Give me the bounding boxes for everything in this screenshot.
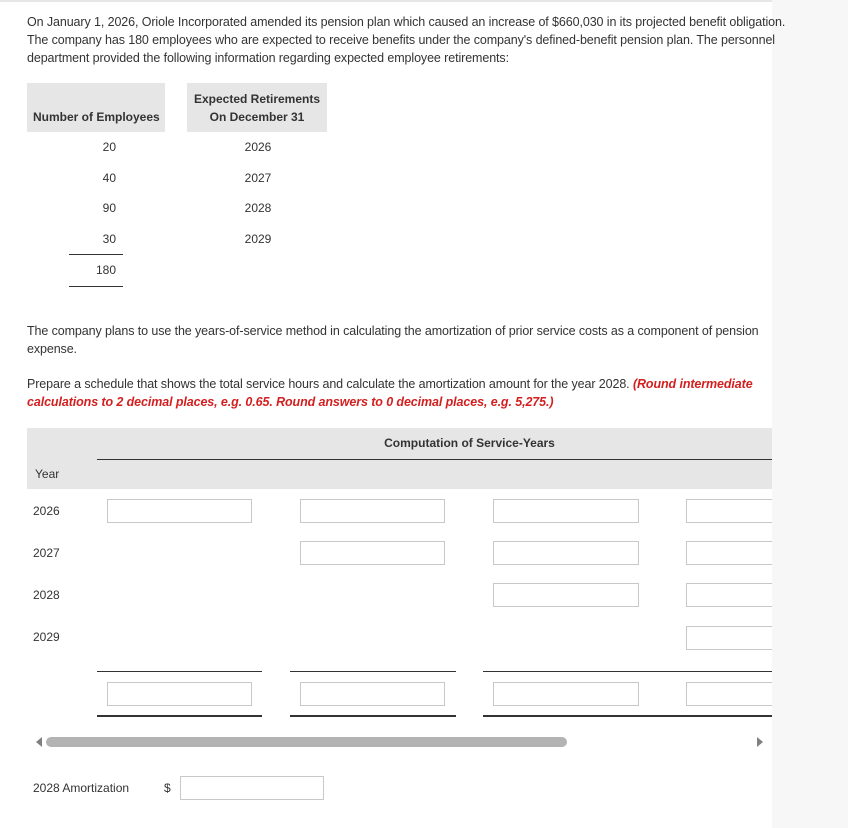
retirement-year-cell: 2026 — [244, 140, 272, 154]
total-col1-input[interactable] — [107, 682, 252, 706]
retirement-year-cell: 2027 — [244, 171, 272, 185]
service-2027-col3-input[interactable] — [493, 541, 639, 565]
employees-cell: 90 — [102, 201, 116, 215]
total-rule-top-col2 — [290, 671, 456, 672]
rounding-note: (Round intermediate calculations to 2 decimal places, e.g. 0.65. Round answers to 0 decimal places, e.g. 5,275.) — [27, 377, 753, 409]
total-col3-input[interactable] — [493, 682, 639, 706]
currency-symbol: $ — [164, 781, 171, 795]
total-col4-input[interactable] — [686, 682, 772, 706]
retirements-header-line2: On December 31 — [209, 110, 305, 124]
service-2028-col3-input[interactable] — [493, 583, 639, 607]
amortization-2028-input[interactable] — [180, 776, 324, 800]
total-rule-top — [69, 254, 123, 255]
method-text: The company plans to use the years-of-service method in calculating the amortization of prior service costs as a component of pension expense. — [27, 324, 759, 356]
scroll-left-arrow-icon[interactable] — [36, 737, 42, 747]
employees-cell: 20 — [102, 140, 116, 154]
service-2027-col2-input[interactable] — [300, 541, 445, 565]
total-rule-bottom — [69, 286, 123, 287]
top-divider — [0, 0, 848, 2]
service-2026-col1-input[interactable] — [107, 499, 252, 523]
service-2026-col3-input[interactable] — [493, 499, 639, 523]
service-2028-col4-input[interactable] — [686, 583, 772, 607]
service-2026-col2-input[interactable] — [300, 499, 445, 523]
row-label-2026: 2026 — [33, 504, 60, 518]
total-rule-top-col34 — [483, 671, 772, 672]
service-years-header-rule — [97, 459, 772, 460]
service-2026-col4-input[interactable] — [686, 499, 772, 523]
row-label-2028: 2028 — [33, 588, 60, 602]
instruction-text: Prepare a schedule that shows the total service hours and calculate the amortization amount for the year 2028. — [27, 377, 633, 391]
total-rule-bottom-col1 — [97, 715, 262, 717]
retirements-header-line1: Expected Retirements — [193, 92, 321, 106]
total-rule-bottom-col34 — [483, 715, 772, 717]
retirement-year-cell: 2029 — [244, 232, 272, 246]
right-gutter — [772, 0, 848, 828]
employees-cell: 30 — [102, 232, 116, 246]
employees-header-label: Number of Employees — [33, 110, 160, 124]
service-2029-col4-input[interactable] — [686, 626, 772, 650]
retirement-year-cell: 2028 — [244, 201, 272, 215]
amortization-label: 2028 Amortization — [33, 781, 130, 795]
scroll-right-arrow-icon[interactable] — [757, 737, 763, 747]
year-column-header: Year — [35, 467, 60, 481]
service-2027-col4-input[interactable] — [686, 541, 772, 565]
total-rule-bottom-col2 — [290, 715, 456, 717]
employees-column-header — [27, 83, 165, 132]
total-rule-top-col1 — [97, 671, 262, 672]
instruction — [27, 375, 787, 411]
horizontal-scrollbar-thumb[interactable] — [46, 737, 567, 747]
problem-intro: On January 1, 2026, Oriole Incorporated amended its pension plan which caused an increase of $660,030 in its projected benefit obligation. The company has 180 employees who are expected to receive benefits under the company's defined-benefit pension plan. The personnel department provided the following information regarding expected employee retirements: — [27, 15, 786, 65]
service-years-header: Computation of Service-Years — [384, 436, 555, 450]
retirements-column-header — [187, 83, 327, 132]
row-label-2027: 2027 — [33, 546, 60, 560]
employees-cell: 40 — [102, 171, 116, 185]
employees-total: 180 — [95, 263, 116, 277]
total-col2-input[interactable] — [300, 682, 445, 706]
row-label-2029: 2029 — [33, 630, 60, 644]
